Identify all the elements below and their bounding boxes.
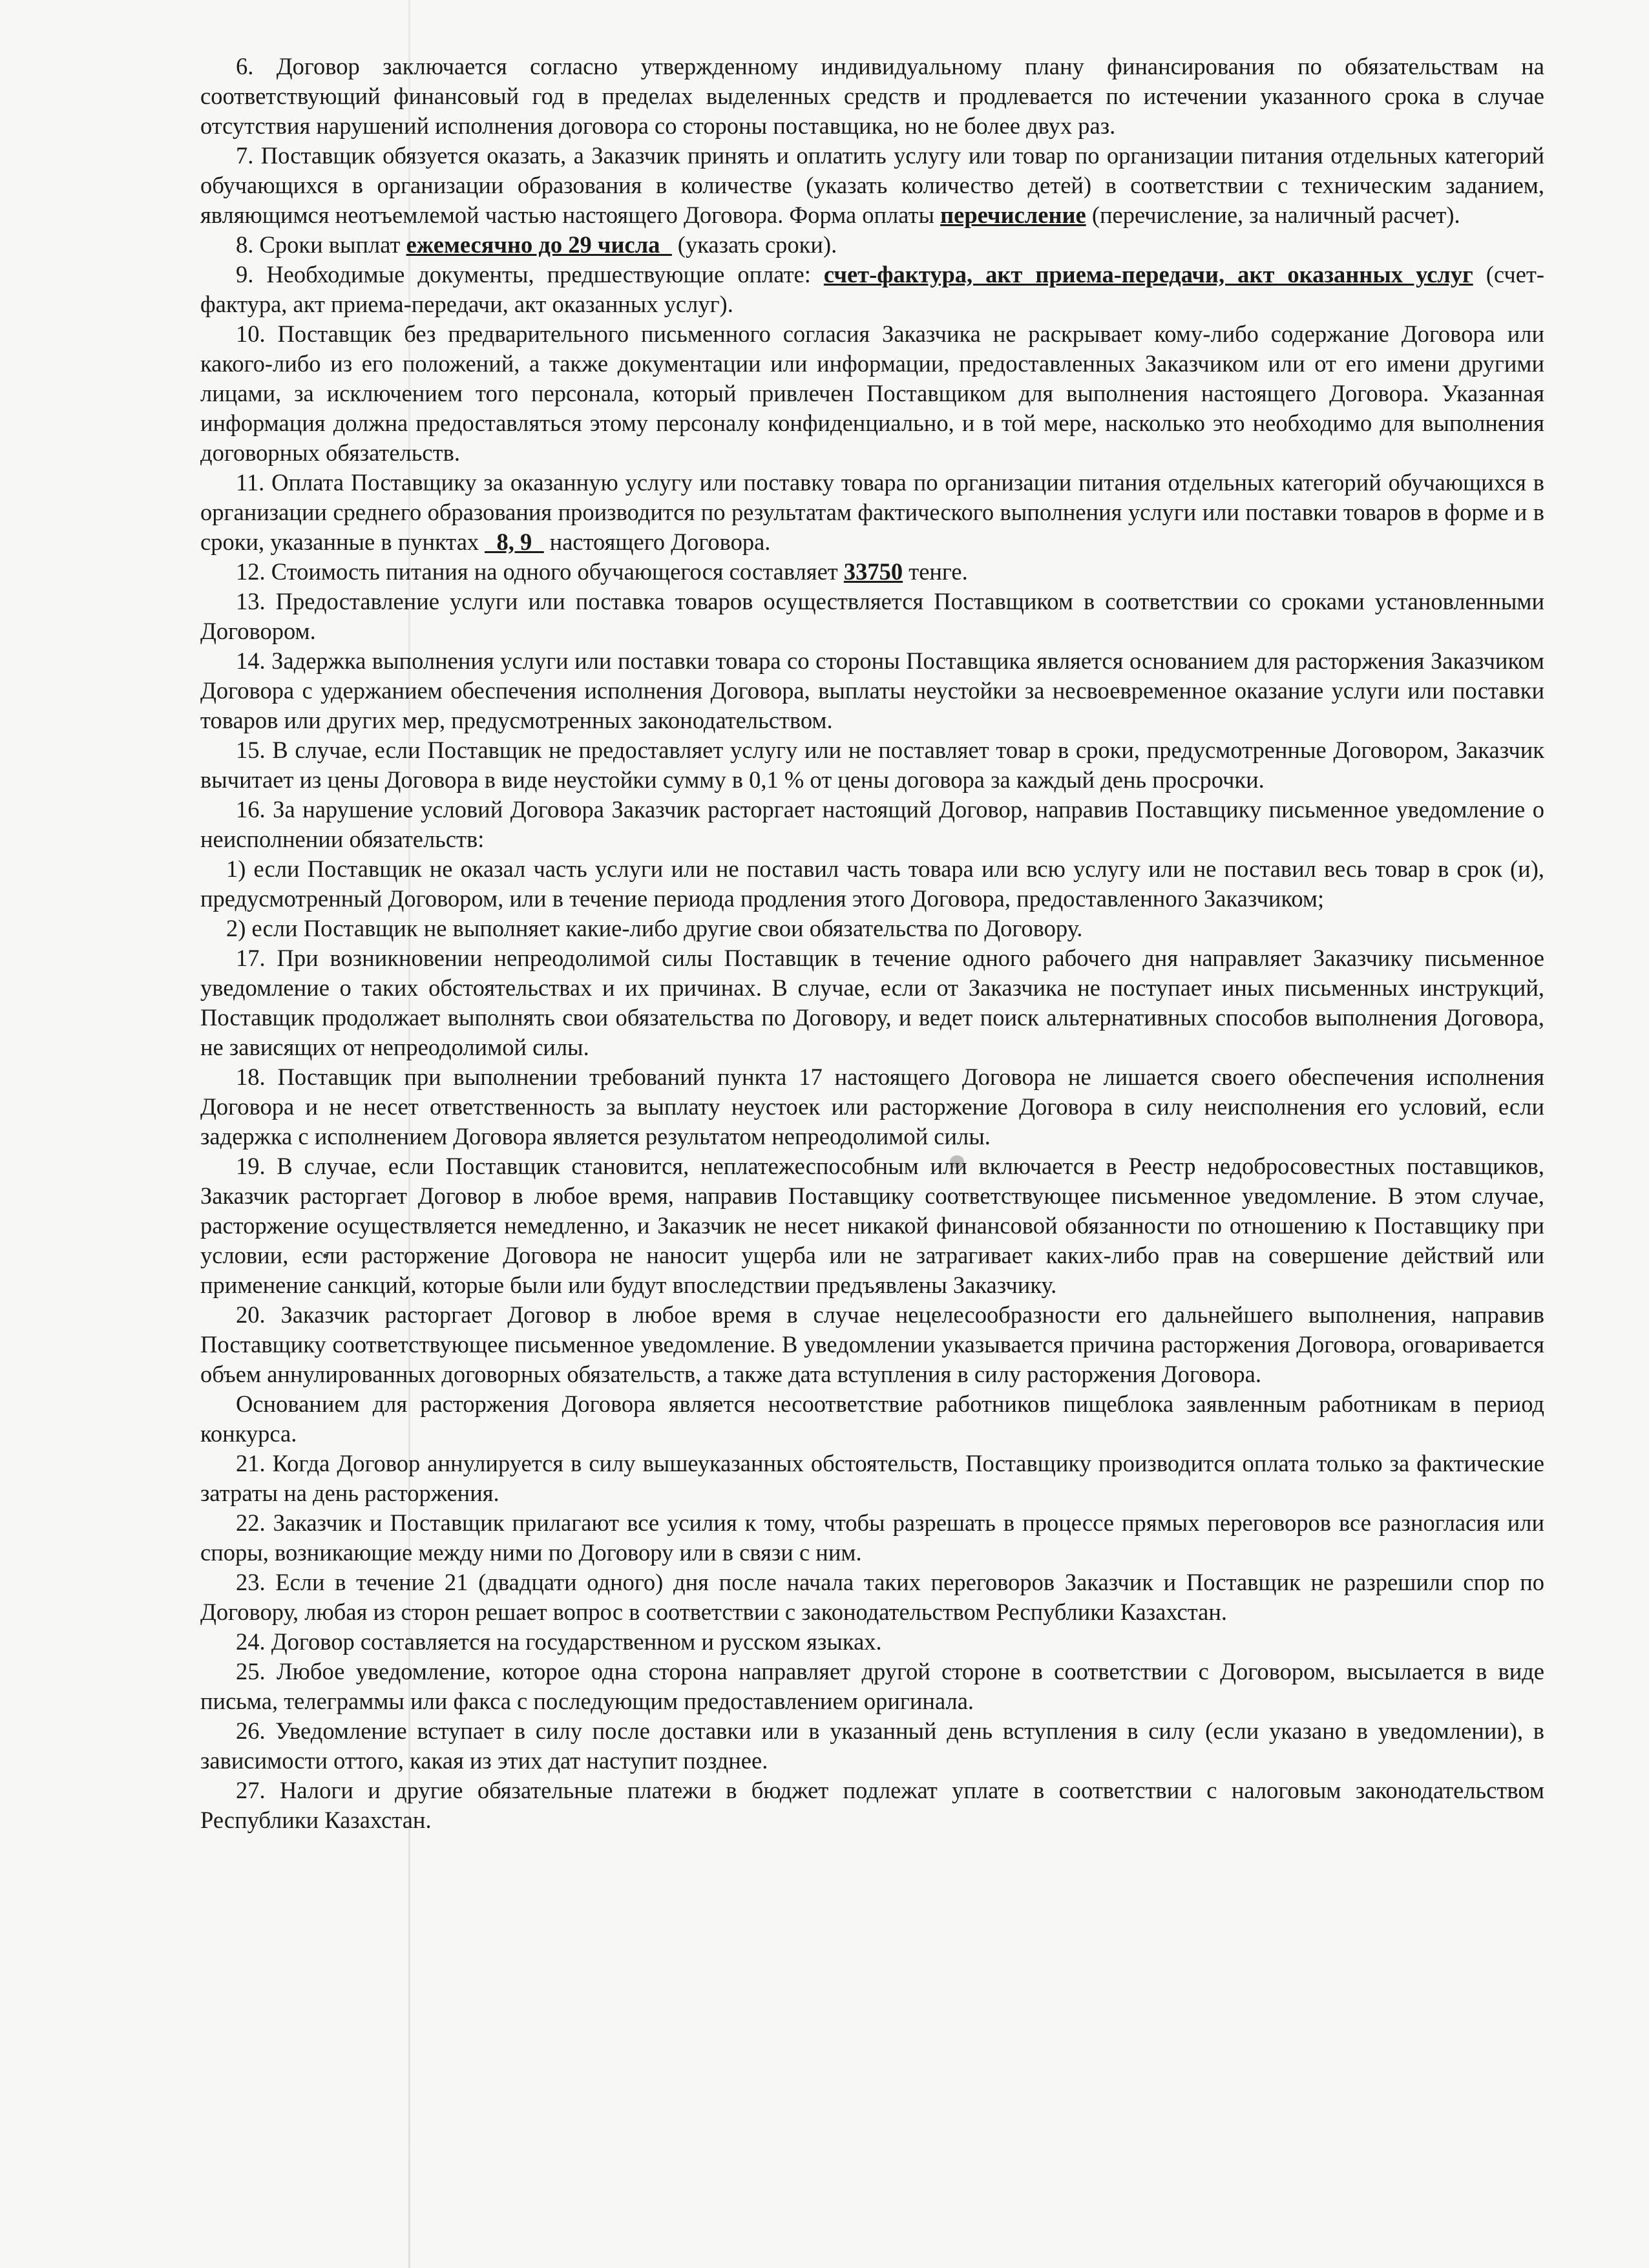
- text-span: 1) если Поставщик не оказал часть услуги или не поставил часть товара или всю услугу или не поставил весь товар в срок (и), предусмотренный Договором, или в течение периода продления этого Договора, предоставленного Заказчиком;: [200, 856, 1544, 912]
- text-span: 24. Договор составляется на государственном и русском языках.: [236, 1628, 882, 1655]
- paragraph-p10: [200, 319, 1544, 468]
- filled-field-value: счет-фактура, акт приема-передачи, акт оказанных услуг: [823, 261, 1473, 288]
- paragraph-p15: [200, 735, 1544, 795]
- paragraph-p16_2: [200, 914, 1544, 943]
- paragraph-p22: [200, 1508, 1544, 1568]
- text-span: 10. Поставщик без предварительного письменного согласия Заказчика не раскрывает кому-либо содержание Договора или какого-либо из его положений, а также документации или информации, предоставленных Заказчиком или от его имени другими лицами, за исключением того персонала, который привлечен Поставщиком для выполнения настоящего Договора. Указанная информация должна предоставляться этому персоналу конфиденциально, и в той мере, насколько это необходимо для выполнения договорных обязательств.: [200, 320, 1544, 466]
- text-span: 19. В случае, если Поставщик становится, неплатежеспособным или включается в Реестр недобросовестных поставщиков, Заказчик расторгает Договор в любое время, направив Поставщику соответствующее письменное уведомление. В этом случае, расторжение осуществляется немедленно, и Заказчик не несет никакой финансовой обязанности по отношению к Поставщику при условии, если расторжение Договора не наносит ущерба или не затрагивает каких-либо прав на совершение действий или применение санкций, которые были или будут впоследствии предъявлены Заказчику.: [200, 1153, 1544, 1298]
- paragraph-p6: [200, 52, 1544, 141]
- text-span: настоящего Договора.: [543, 529, 771, 555]
- text-span: 13. Предоставление услуги или поставка товаров осуществляется Поставщиком в соответствии со сроками установленными Договором.: [200, 588, 1544, 644]
- filled-field-value: _8, 9_: [485, 529, 544, 555]
- paragraph-p20b: [200, 1389, 1544, 1449]
- paragraph-p24: [200, 1627, 1544, 1657]
- paragraph-p21: [200, 1449, 1544, 1508]
- text-span: 7. Поставщик обязуется оказать, а Заказчик принять и оплатить услугу или товар по организации питания отдельных категорий обучающихся в организации образования в количестве (указать количество детей) в соответствии с техническим заданием, являющимся неотъемлемой частью настоящего Договора. Форма оплаты: [200, 142, 1544, 228]
- paragraph-p7: [200, 141, 1544, 230]
- text-span: 27. Налоги и другие обязательные платежи в бюджет подлежат уплате в соответствии с налоговым законодательством Республики Казахстан.: [200, 1777, 1544, 1833]
- filled-field-value: 33750: [843, 558, 903, 585]
- document-page: [200, 52, 1544, 1835]
- paragraph-p12: [200, 557, 1544, 587]
- paragraph-p17: [200, 943, 1544, 1062]
- text-span: 12. Стоимость питания на одного обучающегося составляет: [236, 558, 844, 585]
- text-span: 23. Если в течение 21 (двадцати одного) дня после начала таких переговоров Заказчик и Поставщик не разрешили спор по Договору, любая из сторон решает вопрос в соответствии с законодательством Республики Казахстан.: [200, 1569, 1544, 1625]
- text-span: 14. Задержка выполнения услуги или поставки товара со стороны Поставщика является основанием для расторжения Заказчиком Договора с удержанием обеспечения исполнения Договора, выплаты неустойки за несвоевременное оказание услуги или поставки товаров или других мер, предусмотренных законодательством.: [200, 647, 1544, 733]
- paragraph-p27: [200, 1776, 1544, 1835]
- paragraph-p9: [200, 260, 1544, 319]
- paragraph-p16_1: [200, 854, 1544, 914]
- paragraph-p14: [200, 646, 1544, 735]
- paragraph-p8: [200, 230, 1544, 260]
- filled-field-value: перечисление: [940, 202, 1086, 228]
- text-span: 22. Заказчик и Поставщик прилагают все усилия к тому, чтобы разрешать в процессе прямых переговоров все разногласия или споры, возникающие между ними по Договору или в связи с ним.: [200, 1509, 1544, 1566]
- text-span: 25. Любое уведомление, которое одна сторона направляет другой стороне в соответствии с Договором, высылается в виде письма, телеграммы или факса с последующим предоставлением оригинала.: [200, 1658, 1544, 1714]
- text-span: Основанием для расторжения Договора является несоответствие работников пищеблока заявленным работникам в период конкурса.: [200, 1391, 1544, 1447]
- text-span: 26. Уведомление вступает в силу после доставки или в указанный день вступления в силу (если указано в уведомлении), в зависимости оттого, какая из этих дат наступит позднее.: [200, 1717, 1544, 1774]
- text-span: (счет-фактура, акт приема-передачи, акт оказанных услуг).: [200, 261, 1545, 317]
- paragraph-p23: [200, 1568, 1544, 1627]
- text-span: 21. Когда Договор аннулируется в силу вышеуказанных обстоятельств, Поставщику производится оплата только за фактические затраты на день расторжения.: [200, 1450, 1544, 1506]
- text-span: 6. Договор заключается согласно утвержденному индивидуальному плану финансирования по обязательствам на соответствующий финансовый год в пределах выделенных средств и продлевается по истечении указанного срока в случае отсутствия нарушений исполнения договора со стороны поставщика, но не более двух раз.: [200, 53, 1544, 139]
- text-span: тенге.: [903, 558, 968, 585]
- paragraph-p18: [200, 1062, 1544, 1151]
- paragraph-p13: [200, 587, 1544, 646]
- text-span: (указать сроки).: [671, 231, 837, 258]
- text-span: 9. Необходимые документы, предшествующие оплате:: [236, 261, 824, 288]
- paragraph-p20: [200, 1300, 1544, 1389]
- paragraph-p19: [200, 1151, 1544, 1300]
- paragraph-p16: [200, 795, 1544, 854]
- paragraph-p26: [200, 1716, 1544, 1776]
- text-span: 15. В случае, если Поставщик не предоставляет услугу или не поставляет товар в сроки, предусмотренные Договором, Заказчик вычитает из цены Договора в виде неустойки сумму в 0,1 % от цены договора за каждый день просрочки.: [200, 737, 1544, 793]
- text-span: 16. За нарушение условий Договора Заказчик расторгает настоящий Договор, направив Поставщику письменное уведомление о неисполнении обязательств:: [200, 796, 1544, 852]
- paragraph-p25: [200, 1657, 1544, 1716]
- text-span: 20. Заказчик расторгает Договор в любое время в случае нецелесообразности его дальнейшего выполнения, направив Поставщику соответствующее письменное уведомление. В уведомлении указывается причина расторжения Договора, оговаривается объем аннулированных договорных обязательств, а также дата вступления в силу расторжения Договора.: [200, 1301, 1544, 1387]
- text-span: 18. Поставщик при выполнении требований пункта 17 настоящего Договора не лишается своего обеспечения исполнения Договора и не несет ответственность за выплату неустоек или расторжение Договора в силу неисполнения его условий, если задержка с исполнением Договора является результатом непреодолимой силы.: [200, 1064, 1544, 1150]
- text-span: 17. При возникновении непреодолимой силы Поставщик в течение одного рабочего дня направляет Заказчику письменное уведомление о таких обстоятельствах и их причинах. В случае, если от Заказчика не поступает иных письменных инструкций, Поставщик продолжает выполнять свои обязательства по Договору, и ведет поиск альтернативных способов выполнения Договора, не зависящих от непреодолимой силы.: [200, 945, 1544, 1060]
- paragraph-p11: [200, 468, 1544, 557]
- text-span: 8. Сроки выплат: [236, 231, 406, 258]
- text-span: 11. Оплата Поставщику за оказанную услугу или поставку товара по организации питания отдельных категорий обучающихся в организации среднего образования производится по результатам фактического выполнения услуги или поставки товаров в форме и в сроки, указанные в пунктах: [200, 469, 1544, 555]
- filled-field-value: ежемесячно до 29 числа_: [406, 231, 672, 258]
- text-span: (перечисление, за наличный расчет).: [1086, 202, 1460, 228]
- text-span: 2) если Поставщик не выполняет какие-либо другие свои обязательства по Договору.: [226, 915, 1083, 941]
